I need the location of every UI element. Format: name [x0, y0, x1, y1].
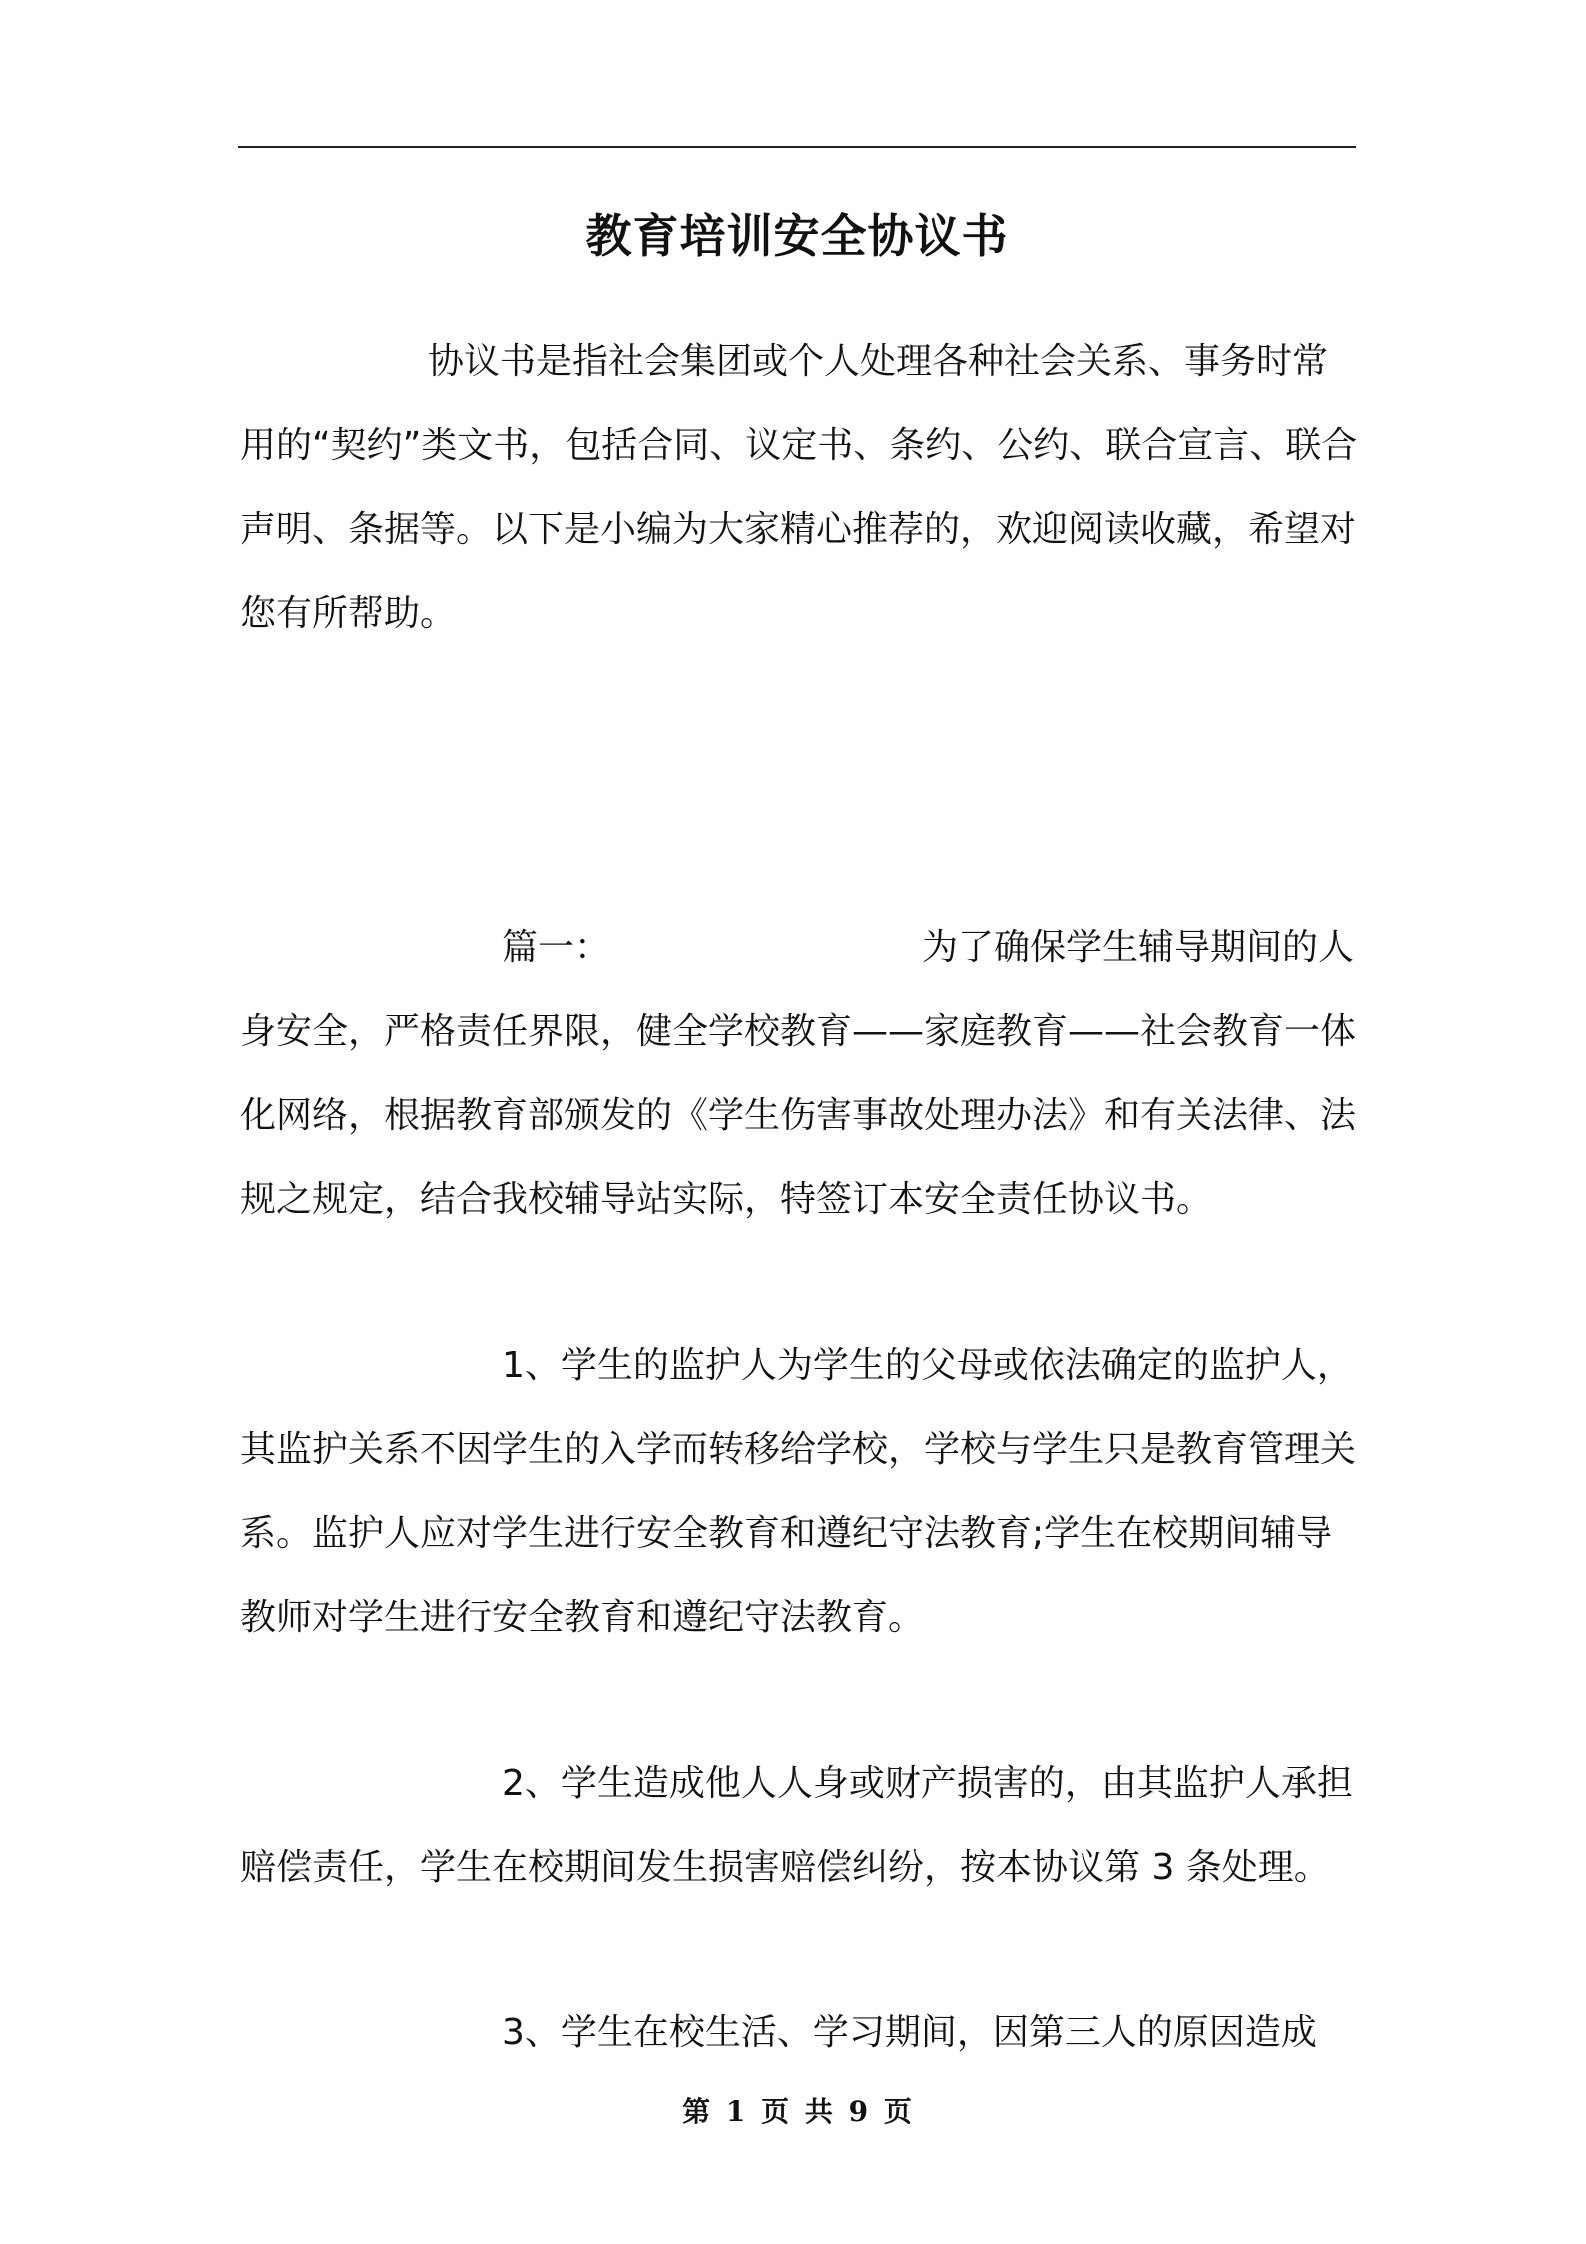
section-text: 为了确保学生辅导期间的人身安全，严格责任界限，健全学校教育——家庭教育——社会教育一体化网络，根据教育部颁发的《学生伤害事故处理办法》和有关法律、法规之规定，结合我校辅导站实际，特签订本安全责任协议书。 — [240, 927, 1357, 1220]
clause-text: 3、学生在校生活、学习期间，因第三人的原因造成 — [502, 2012, 1317, 2053]
clause-text: 1、学生的监护人为学生的父母或依法确定的监护人，其监护关系不因学生的入学而转移给学校，学校与学生只是教育管理关系。监护人应对学生进行安全教育和遵纪守法教育;学生在校期间辅导教师对学生进行安全教育和遵纪守法教育。 — [240, 1345, 1357, 1638]
page-indicator: 第 1 页 共 9 页 — [682, 2095, 912, 2128]
clause-text: 2、学生造成他人人身或财产损害的，由其监护人承担赔偿责任，学生在校期间发生损害赔偿纠纷，按本协议第 3 条处理。 — [240, 1763, 1353, 1888]
section-label: 篇一： — [502, 927, 611, 968]
clause-paragraph-2 — [240, 1742, 1360, 1910]
clause-paragraph-3 — [240, 1991, 1360, 2075]
header-rule — [238, 146, 1356, 148]
section-one-paragraph — [240, 906, 1360, 1242]
intro-text: 协议书是指社会集团或个人处理各种社会关系、事务时常用的“契约”类文书，包括合同、议定书、条约、公约、联合宣言、联合声明、条据等。以下是小编为大家精心推荐的，欢迎阅读收藏，希望对您有所帮助。 — [240, 341, 1358, 634]
intro-paragraph — [240, 320, 1360, 656]
document-title: 教育培训安全协议书 — [585, 209, 1009, 263]
clause-paragraph-1 — [240, 1324, 1360, 1660]
